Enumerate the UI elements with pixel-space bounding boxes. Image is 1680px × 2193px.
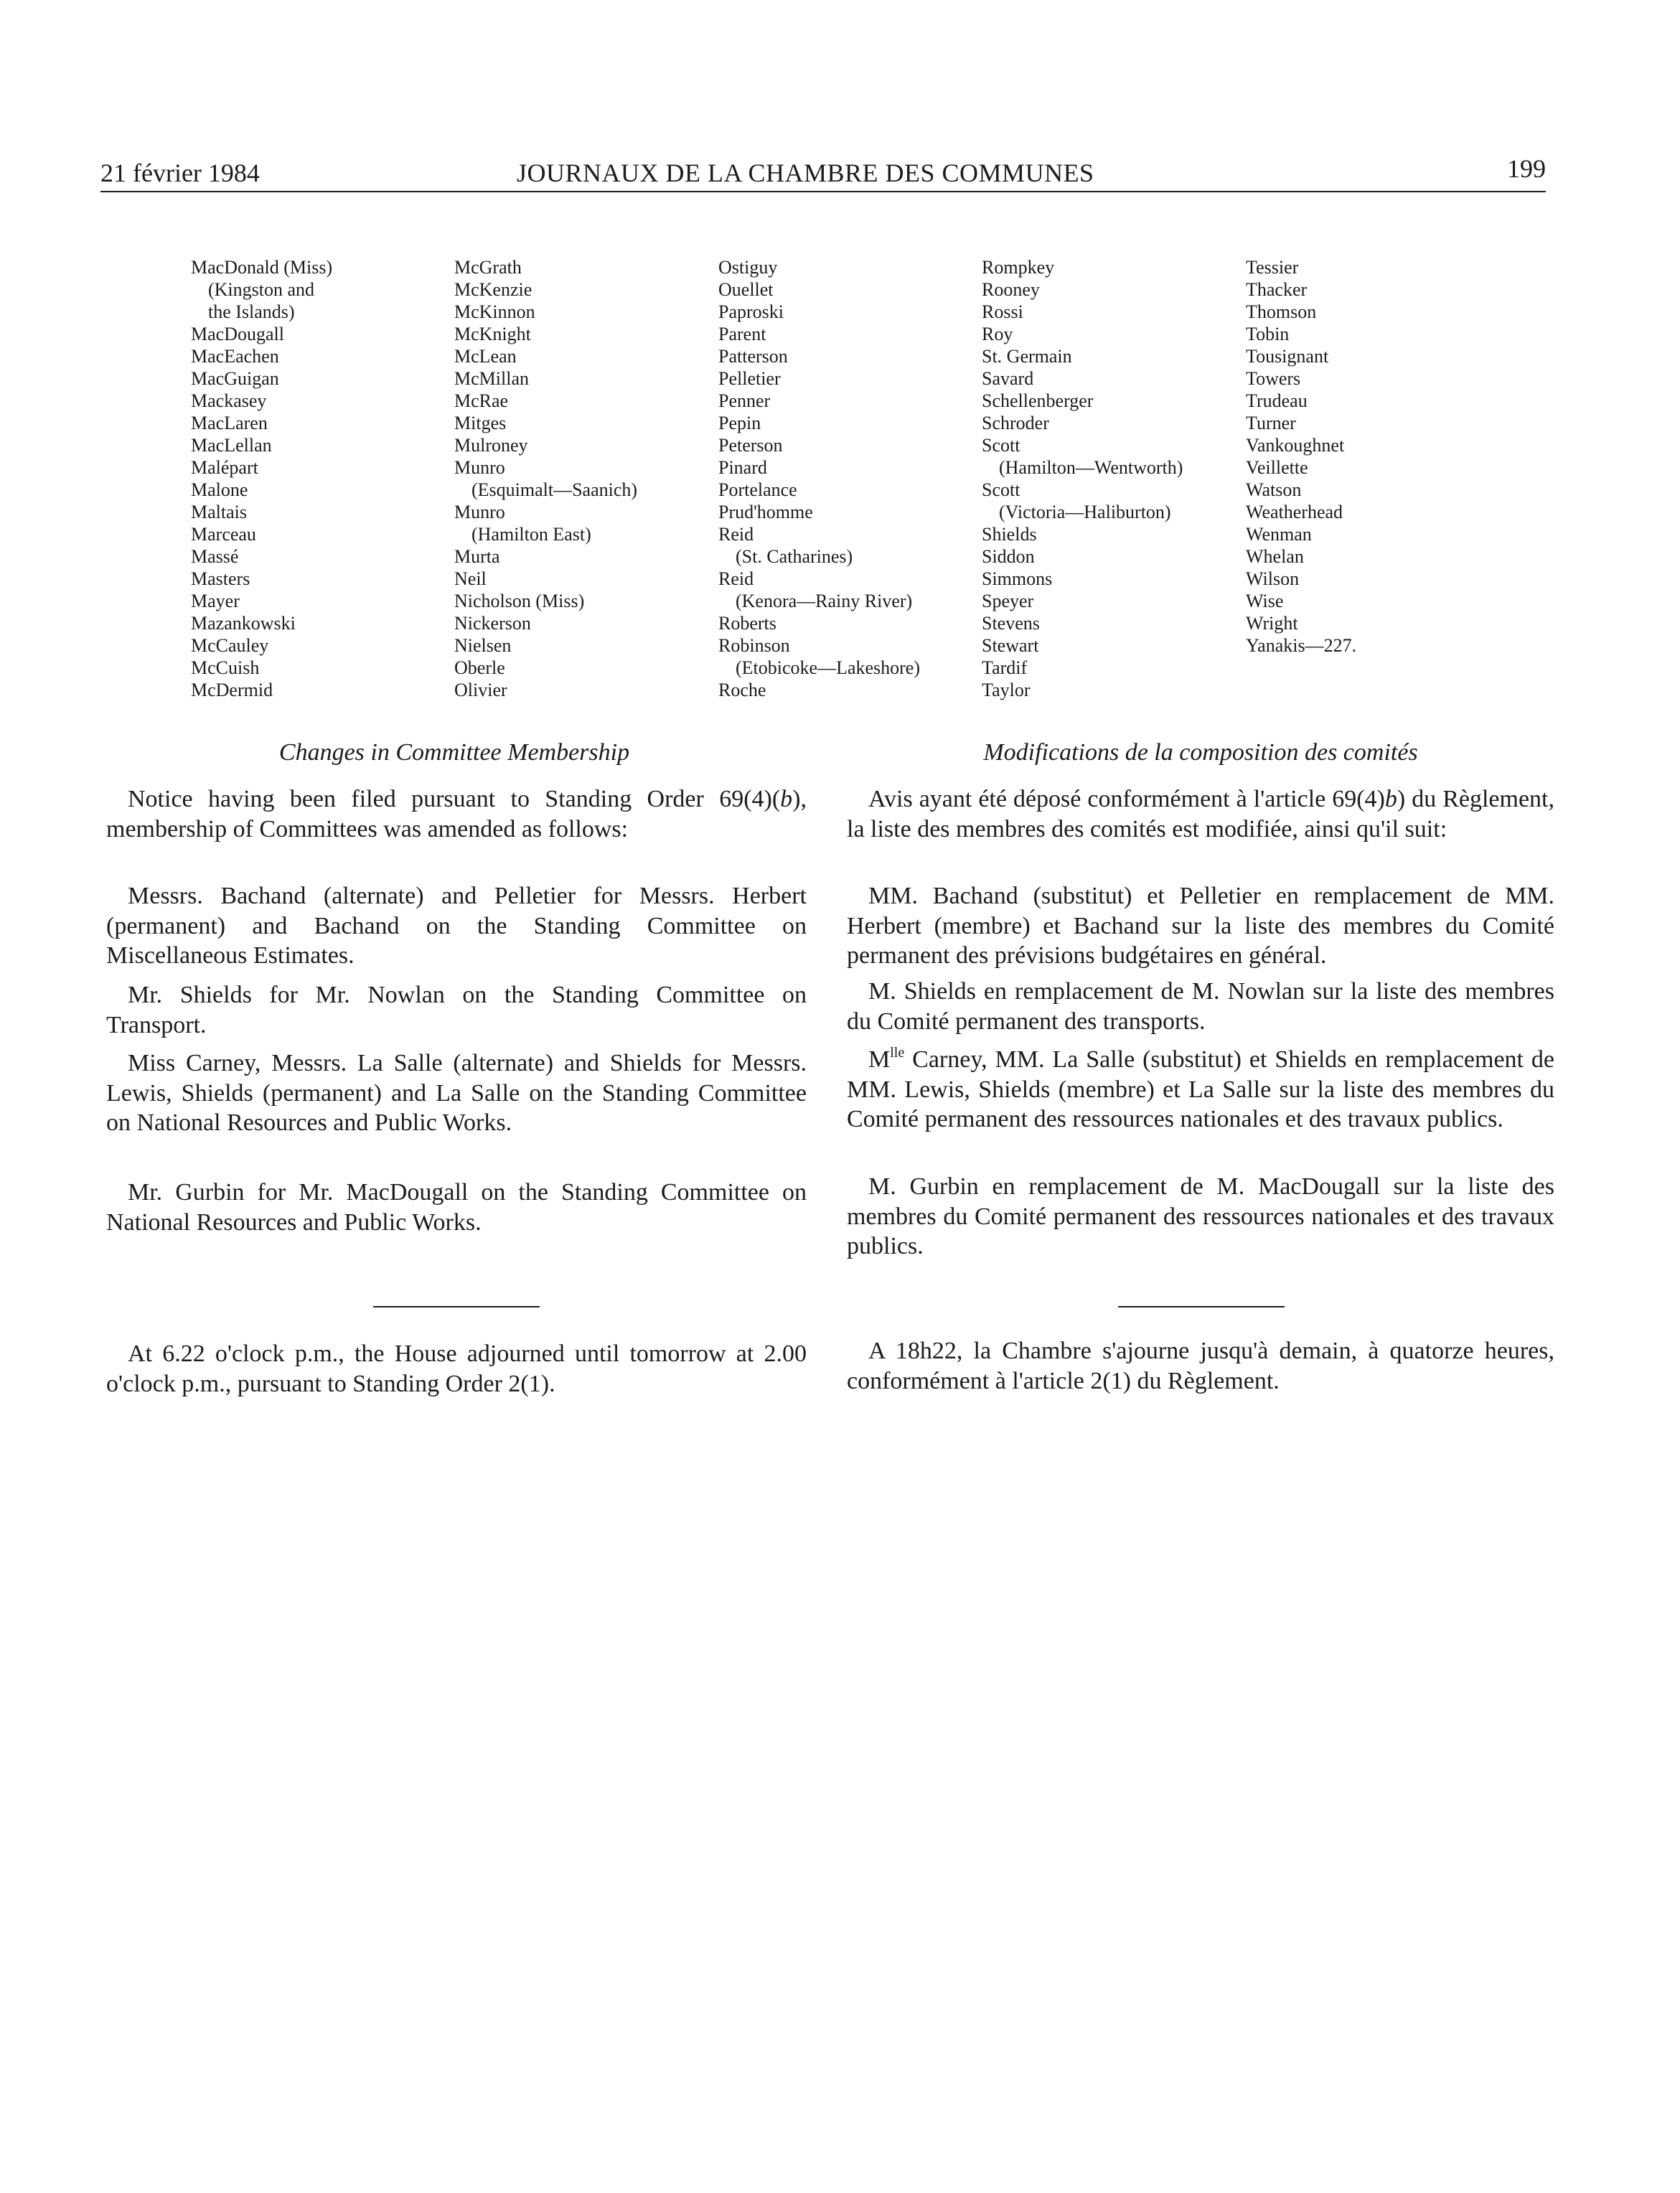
member-name: McCuish <box>191 657 260 678</box>
member-name: Roy <box>982 324 1013 344</box>
member-name: Rooney <box>982 279 1040 300</box>
member-name: Munro <box>454 502 505 522</box>
member-name: MacDonald (Miss) <box>191 257 333 278</box>
member-name: McMillan <box>454 368 529 389</box>
member-name: (Kenora—Rainy River) <box>736 591 913 611</box>
member-name: Oberle <box>454 657 505 678</box>
english-change-1: Messrs. Bachand (alternate) and Pelletier for Messrs. Herbert (permanent) and Bachand on the Standing Committee on Miscellaneous Estimates. <box>106 883 807 969</box>
member-name: Munro <box>454 457 505 478</box>
member-name: Murta <box>454 546 500 567</box>
english-notice-paragraph <box>106 784 807 844</box>
member-name: McKinnon <box>454 301 535 322</box>
member-name: (Kingston and <box>208 279 315 300</box>
member-name: Siddon <box>982 546 1035 567</box>
member-name: Malépart <box>191 457 258 478</box>
member-name: (Hamilton East) <box>471 524 591 545</box>
member-name: Neil <box>454 568 487 589</box>
french-section-heading: Modifications de la composition des comités <box>983 739 1418 766</box>
member-name: Nicholson (Miss) <box>454 591 585 611</box>
french-change-3-text: Carney, MM. La Salle (substitut) et Shields en remplacement de MM. Lewis, Shields (membre) et La Salle sur la liste des membres du Comité permanent des ressources nationales et des travaux publics. <box>847 1046 1554 1132</box>
member-name: Taylor <box>982 680 1031 700</box>
member-name: Tobin <box>1246 324 1290 344</box>
member-name: Paproski <box>718 301 784 322</box>
member-name: Ouellet <box>718 279 774 300</box>
french-change-3 <box>847 1045 1554 1135</box>
member-name: McDermid <box>191 680 273 700</box>
french-change-1: MM. Bachand (substitut) et Pelletier en remplacement de MM. Herbert (membre) et Bachand sur la liste des membres du Comité permanent des prévisions budgétaires en général. <box>847 883 1554 969</box>
member-name: Reid <box>718 524 754 545</box>
member-name: Marceau <box>191 524 256 545</box>
header-rule <box>100 191 1546 192</box>
member-name: Turner <box>1246 413 1296 433</box>
member-name: Patterson <box>718 346 788 367</box>
header-date: 21 février 1984 <box>100 159 260 187</box>
english-section-heading: Changes in Committee Membership <box>278 739 630 766</box>
member-name: Rossi <box>982 301 1023 322</box>
member-name: St. Germain <box>982 346 1072 367</box>
member-name: Reid <box>718 568 754 589</box>
french-adjournment: A 18h22, la Chambre s'ajourne jusqu'à demain, à quatorze heures, conformément à l'article 2(1) du Règlement. <box>847 1338 1554 1394</box>
english-divider <box>373 1306 540 1307</box>
member-name: Watson <box>1246 479 1302 500</box>
member-name: Malone <box>191 479 248 500</box>
french-change-4: M. Gurbin en remplacement de M. MacDougall sur la liste des membres du Comité permanent des ressources nationales et des travaux publics. <box>847 1173 1554 1259</box>
member-name: Trudeau <box>1246 390 1308 411</box>
french-notice-paragraph <box>847 784 1554 844</box>
member-name: McCauley <box>191 635 269 656</box>
member-name: Portelance <box>718 479 797 500</box>
english-adjournment: At 6.22 o'clock p.m., the House adjourned until tomorrow at 2.00 o'clock p.m., pursuant to Standing Order 2(1). <box>106 1340 807 1397</box>
names-column-4 <box>982 256 1183 701</box>
member-name: Penner <box>718 390 771 411</box>
member-name: Tessier <box>1246 257 1299 278</box>
member-name: Wilson <box>1246 568 1300 589</box>
member-name: Tardif <box>982 657 1028 678</box>
member-name: Ostiguy <box>718 257 778 278</box>
member-name: Massé <box>191 546 239 567</box>
member-name: Shields <box>982 524 1037 545</box>
names-column-3 <box>718 256 920 701</box>
french-change-2: M. Shields en remplacement de M. Nowlan sur la liste des membres du Comité permanent des transports. <box>847 978 1554 1035</box>
french-notice-text-2: ) du Règlement, la liste des membres des comités est modifiée, ainsi qu'il suit: <box>847 786 1554 842</box>
member-name: (Esquimalt—Saanich) <box>471 479 638 500</box>
member-name: Stewart <box>982 635 1039 656</box>
french-divider <box>1118 1306 1285 1307</box>
member-name: Thacker <box>1246 279 1308 300</box>
names-column-5 <box>1246 256 1356 657</box>
member-name: (Hamilton—Wentworth) <box>999 457 1183 478</box>
member-name: (Etobicoke—Lakeshore) <box>736 657 921 678</box>
member-name: McKenzie <box>454 279 532 300</box>
member-name: Scott <box>982 435 1020 456</box>
english-change-3: Miss Carney, Messrs. La Salle (alternate) and Shields for Messrs. Lewis, Shields (permanent) and La Salle on the Standing Committee on National Resources and Public Works. <box>106 1050 807 1136</box>
member-name: Veillette <box>1246 457 1308 478</box>
member-name: (St. Catharines) <box>736 546 853 567</box>
member-name: Roche <box>718 680 766 700</box>
member-name: Robinson <box>718 635 790 656</box>
member-name: Mazankowski <box>191 613 296 634</box>
member-name: Peterson <box>718 435 783 456</box>
page-number: 199 <box>1507 154 1546 183</box>
member-name: (Victoria—Haliburton) <box>999 502 1171 522</box>
member-name: Pinard <box>718 457 767 478</box>
french-notice-italic: b <box>1384 786 1397 812</box>
member-name: Thomson <box>1246 301 1317 322</box>
french-notice-text-1: Avis ayant été déposé conformément à l'article 69(4) <box>868 786 1385 812</box>
french-change-3-superscript: lle <box>890 1045 905 1061</box>
member-name: Savard <box>982 368 1034 389</box>
member-name: Weatherhead <box>1246 502 1343 522</box>
header-title: JOURNAUX DE LA CHAMBRE DES COMMUNES <box>517 159 1094 187</box>
names-column-2 <box>454 256 637 701</box>
member-name: the Islands) <box>208 301 295 322</box>
member-name: McKnight <box>454 324 531 344</box>
french-change-3-m: M <box>868 1046 891 1073</box>
member-name: Wright <box>1246 613 1298 634</box>
member-name: Rompkey <box>982 257 1055 278</box>
member-name: Towers <box>1246 368 1301 389</box>
english-change-4: Mr. Gurbin for Mr. MacDougall on the Standing Committee on National Resources and Public Works. <box>106 1179 807 1236</box>
member-name: Prud'homme <box>718 502 813 522</box>
member-name: Pepin <box>718 413 761 433</box>
member-name: Mitges <box>454 413 507 433</box>
member-name: Speyer <box>982 591 1034 611</box>
english-change-2: Mr. Shields for Mr. Nowlan on the Standing Committee on Transport. <box>106 982 807 1038</box>
member-name: Yanakis—227. <box>1246 635 1357 656</box>
member-name: McLean <box>454 346 517 367</box>
member-name: Schellenberger <box>982 390 1094 411</box>
member-name: Pelletier <box>718 368 781 389</box>
english-notice-text-2: ), membership of Committees was amended as follows: <box>106 786 807 842</box>
english-notice-text-1: Notice having been filed pursuant to Standing Order 69(4)( <box>128 786 781 812</box>
member-name: Tousignant <box>1246 346 1329 367</box>
member-name: Wenman <box>1246 524 1312 545</box>
member-name: Simmons <box>982 568 1053 589</box>
member-name: Stevens <box>982 613 1040 634</box>
english-notice-italic: b <box>780 786 793 812</box>
member-name: Mackasey <box>191 390 267 411</box>
member-name: Mulroney <box>454 435 528 456</box>
member-name: MacLellan <box>191 435 272 456</box>
member-name: MacDougall <box>191 324 284 344</box>
member-name: McGrath <box>454 257 522 278</box>
page-header <box>100 154 1546 195</box>
member-name: Maltais <box>191 502 247 522</box>
member-name: MacGuigan <box>191 368 279 389</box>
member-name: Nickerson <box>454 613 531 634</box>
member-name: Whelan <box>1246 546 1304 567</box>
names-column-1 <box>191 256 332 701</box>
member-name: Vankoughnet <box>1246 435 1345 456</box>
member-name: Scott <box>982 479 1020 500</box>
member-name: Mayer <box>191 591 240 611</box>
member-name: Olivier <box>454 680 507 700</box>
member-name: MacEachen <box>191 346 279 367</box>
member-name: Nielsen <box>454 635 512 656</box>
member-name: Schroder <box>982 413 1049 433</box>
member-name: Wise <box>1246 591 1284 611</box>
member-name: MacLaren <box>191 413 268 433</box>
member-name: Roberts <box>718 613 776 634</box>
member-name: Masters <box>191 568 250 589</box>
member-name: McRae <box>454 390 509 411</box>
member-name: Parent <box>718 324 766 344</box>
